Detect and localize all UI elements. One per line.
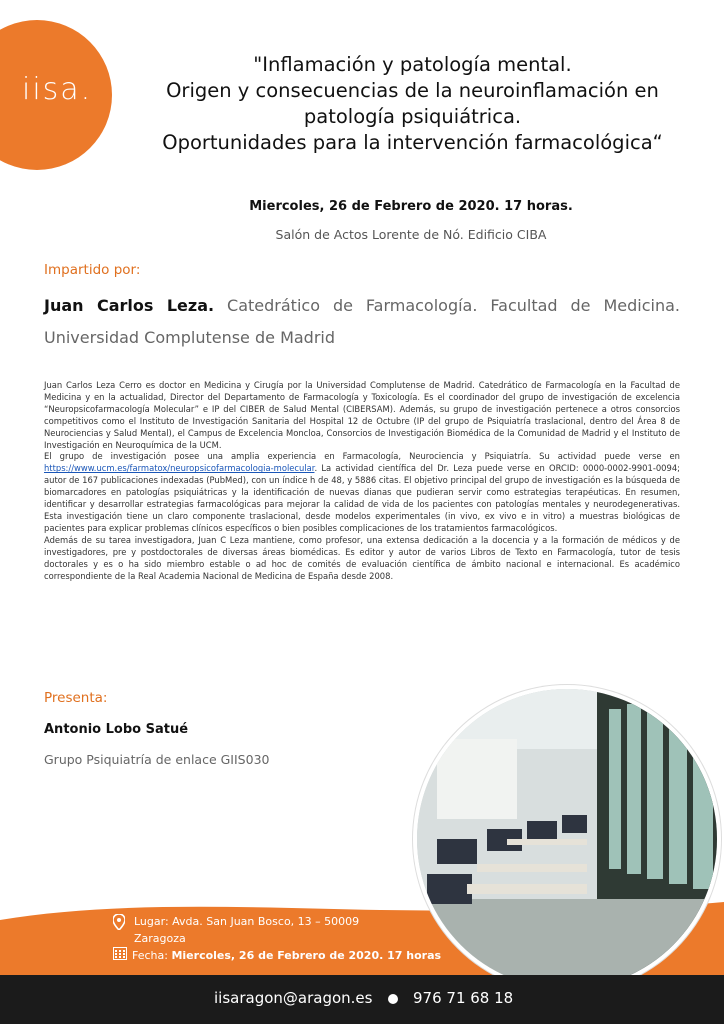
fecha-value: Miercoles, 26 de Febrero de 2020. 17 horas [171, 949, 442, 962]
event-date: Miercoles, 26 de Febrero de 2020. 17 horas. [249, 199, 573, 214]
event-title [150, 52, 675, 156]
calendar-icon [113, 946, 127, 960]
bio-paragraph: Juan Carlos Leza Cerro es doctor en Medicina y Cirugía por la Universidad Complutense de Madrid. Catedrático de Farmacología en la Facultad de Medicina y en la actualidad, Director del Departamento de Farmacología y Toxicología. Es el coordinador del grupo de investigación de excelencia “Neuropsicofarmacología Molecular” e IP del CIBER de Salud Mental (CIBERSAM). Además, su grupo de investigación pertenece a otros consorcios competitivos como el Instituto de Investigación Sanitaria del Hospital 12 de Octubre (IP del grupo de Psiquiatría traslacional, dentro del Área 8 de Neurociencias y Salud Mental), el Campus de Excelencia Moncloa, Consorcios de Investigación Biomédica de la Comunidad de Madrid y el Instituto de Investigación en Neuroquímica de la UCM. [44, 380, 680, 450]
map-pin-icon [113, 914, 125, 930]
date-info [132, 949, 441, 962]
title-line: Oportunidades para la intervención farmacológica“ [162, 131, 663, 154]
speaker-info [44, 290, 680, 354]
presenter-group: Grupo Psiquiatría de enlace GIIS030 [44, 752, 270, 767]
speaker-bio [44, 380, 680, 582]
fecha-label: Fecha: [132, 949, 172, 962]
location-line: Zaragoza [134, 932, 186, 945]
title-line: Origen y consecuencias de la neuroinflamación en [166, 79, 659, 102]
event-venue: Salón de Actos Lorente de Nó. Edificio CIBA [275, 227, 547, 242]
presenta-label: Presenta: [44, 690, 108, 706]
location-line: Lugar: Avda. San Juan Bosco, 13 – 50009 [134, 915, 360, 928]
title-line: "Inflamación y patología mental. [253, 53, 572, 76]
classroom-photo [413, 685, 721, 993]
impartido-label: Impartido por: [44, 262, 141, 278]
title-line: patología psiquiátrica. [303, 105, 522, 128]
logo: iisa. [22, 72, 93, 107]
bio-paragraph [44, 451, 680, 534]
location-info [134, 913, 359, 947]
research-group-link[interactable]: https://www.ucm.es/farmatox/neuropsicofarmacologia-molecular [44, 463, 315, 474]
contact-email[interactable]: iisaragon@aragon.es [214, 989, 373, 1007]
separator-dot [388, 994, 398, 1004]
speaker-description: Catedrático de Farmacología. Facultad de Medicina. Universidad Complutense de Madrid [44, 296, 681, 347]
presenter-name: Antonio Lobo Satué [44, 722, 189, 737]
contact-phone[interactable]: 976 71 68 18 [413, 989, 514, 1007]
bio-text: El grupo de investigación posee una amplia experiencia en Farmacología, Neurociencia y Psiquiatría. Su actividad puede verse en [44, 451, 680, 462]
bio-text: . La actividad científica del Dr. Leza puede verse en ORCID: 0000-0002-9901-0094; autor de 167 publicaciones indexadas (PubMed), con un índice h de 48, y 5886 citas. El objetivo principal del grupo de investigación es la búsqueda de biomarcadores en patologías psiquiátricas y la identificación de nuevas dianas que pudieran servir como estrategias terapéuticas. En resumen, identificar y desarrollar estrategias farmacológicas para mejorar la calidad de vida de los pacientes con patologías mentales y neurodegenerativas. Esta investigación tiene un claro componente traslacional, desde modelos experimentales (in vivo, ex vivo e in vitro) a muestras biológicas de pacientes para explicar problemas clínicos específicos o bien posibles complicaciones de los tratamientos farmacológicos. [44, 463, 680, 533]
speaker-name: Juan Carlos Leza. [44, 296, 215, 315]
bio-paragraph: Además de su tarea investigadora, Juan C Leza mantiene, como profesor, una extensa dedicación a la docencia y a la formación de médicos y de investigadores, pre y postdoctorales de diversas áreas biomédicas. Es editor y autor de varios Libros de Texto en Farmacología, tutor de tesis doctorales y es o ha sido miembro estable o ad hoc de comités de evaluación científica de ámbito nacional e internacional. Es académico correspondiente de la Real Academia Nacional de Medicina de España desde 2008. [44, 534, 680, 581]
